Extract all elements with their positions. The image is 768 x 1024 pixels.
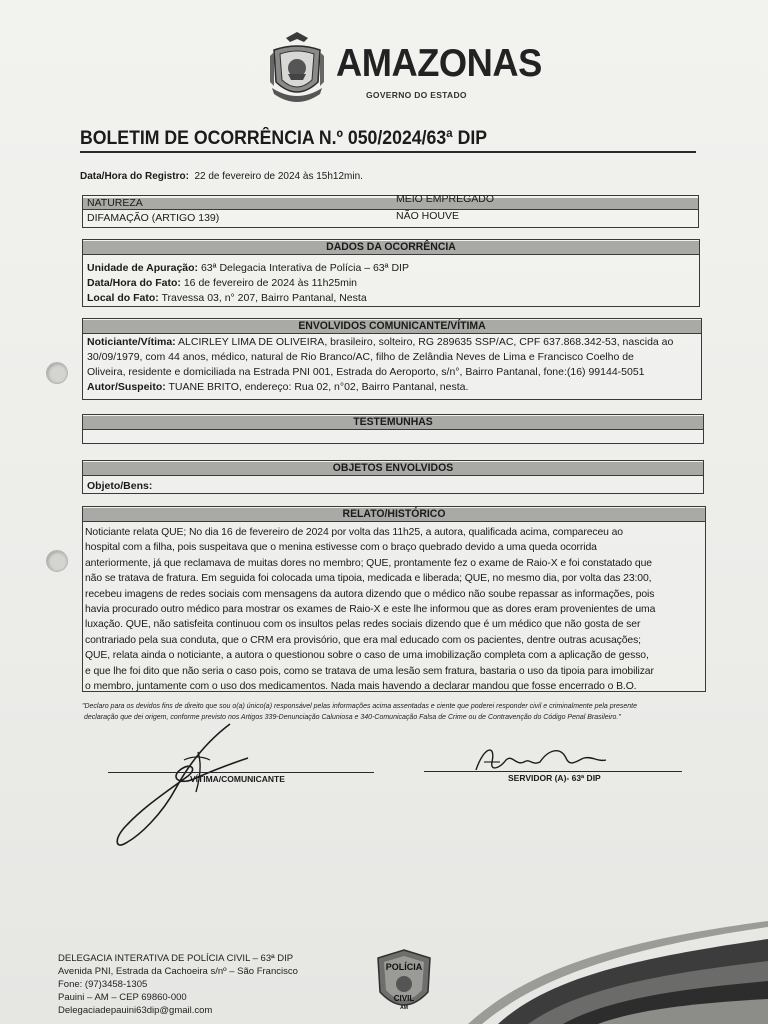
envolvidos-header-bar <box>83 320 701 334</box>
relato-line: o membro, juntamente com o uso dos medicamentos. Nada mais havendo a declarar mandou que fosse encerrado o B.O. <box>85 680 637 692</box>
disclaimer-line-2: declaração que dei origem, conforme previsto nos Artigos 339-Denunciação Caluniosa e 340-Comunicação Falsa de Crime ou de Contravenção do Código Penal Brasileiro." <box>84 714 621 721</box>
footer-waves <box>468 919 768 1024</box>
relato-line: havia procurado outro médico para mostrar os exames de Raio-X e este lhe informou que as dores eram provenientes de uma <box>85 603 656 615</box>
natureza-label: NATUREZA <box>87 197 143 209</box>
servidor-label: SERVIDOR (A)- 63ª DIP <box>508 773 601 783</box>
footer-line-2: Avenida PNI, Estrada da Cachoeira s/nº – São Francisco <box>58 966 298 977</box>
vitima-signature-line <box>108 772 374 773</box>
vitima-signature <box>110 718 270 850</box>
relato-line: e que lhe foi dito que não seria o caso pois, como se tratava de uma lesão sem fratura, bastaria o uso da tipoia para imobilizar <box>85 665 654 677</box>
local-fato-label: Local do Fato: <box>87 292 159 304</box>
footer-address <box>58 952 298 1017</box>
ocorrencia-header-bar <box>83 241 699 255</box>
noticiante-line-2: 30/09/1979, com 44 anos, médico, natural de Rio Branco/AC, filho de Zelândia Neves de Lima e Francisco Coelho de <box>87 351 634 363</box>
relato-line: contrariado pela sua conduta, que o CRM era provisório, que era mal educado com os pacientes, dentre outras acusações; <box>85 634 641 646</box>
objetos-box <box>82 460 704 494</box>
data-fato-label: Data/Hora do Fato: <box>87 277 181 289</box>
relato-line: anteriormente, já que reclamava de muitas dores no membro; QUE, prontamente fez o exame de Raio-X e foi constatado que <box>85 557 652 569</box>
testemunhas-header-bar <box>83 416 703 430</box>
relato-text <box>85 525 699 694</box>
punch-hole <box>46 362 68 384</box>
relato-header-bar <box>83 508 705 522</box>
natureza-header-bar <box>83 198 698 210</box>
local-fato-value: Travessa 03, n° 207, Bairro Pantanal, Nesta <box>161 292 367 304</box>
testemunhas-heading: TESTEMUNHAS <box>353 416 433 428</box>
registro-value: 22 de fevereiro de 2024 às 15h12min. <box>194 171 363 182</box>
punch-hole <box>46 550 68 572</box>
state-crest-icon <box>268 30 326 112</box>
natureza-box <box>82 195 699 228</box>
relato-heading: RELATO/HISTÓRICO <box>342 508 446 520</box>
relato-line: QUE, relata ainda o noticiante, a autora o questionou sobre o caso de uma imobilização completa com a aplicação de gesso, <box>85 650 649 662</box>
local-fato-line <box>87 291 367 305</box>
badge-top-text: POLÍCIA <box>385 962 423 972</box>
meio-empregado-value: NÃO HOUVE <box>396 210 460 222</box>
data-fato-line <box>87 276 357 290</box>
envolvidos-heading: ENVOLVIDOS COMUNICANTE/VÍTIMA <box>298 320 486 332</box>
autor-label: Autor/Suspeito: <box>87 381 166 393</box>
objetos-header-bar <box>83 462 703 476</box>
document-title: BOLETIM DE OCORRÊNCIA N.º 050/2024/63ª DIP <box>80 128 488 149</box>
unidade-value: 63ª Delegacia Interativa de Polícia – 63ª DIP <box>200 262 409 274</box>
noticiante-text-1: ALCIRLEY LIMA DE OLIVEIRA, brasileiro, solteiro, RG 289635 SSP/AC, CPF 637.868.342-53, nascida ao <box>178 336 674 348</box>
natureza-value: DIFAMAÇÃO (ARTIGO 139) <box>87 212 220 224</box>
relato-line: recebeu imagens de redes sociais com mensagens da autora dizendo que o médico não soube repassar as informações, pois <box>85 588 655 600</box>
unidade-label: Unidade de Apuração: <box>87 262 199 274</box>
disclaimer-line-1: "Declaro para os devidos fins de direito que sou o(a) único(a) responsável pelas informações acima assentadas e ciente que poderei responder civil e criminalmente pela presente <box>82 703 638 710</box>
autor-value: TUANE BRITO, endereço: Rua 02, n°02, Bairro Pantanal, nesta. <box>168 381 469 393</box>
registro-label: Data/Hora do Registro: <box>80 171 189 182</box>
data-fato-value: 16 de fevereiro de 2024 às 11h25min <box>183 277 358 289</box>
footer-line-1: DELEGACIA INTERATIVA DE POLÍCIA CIVIL – 63ª DIP <box>58 953 294 964</box>
relato-line: Noticiante relata QUE; No dia 16 de fevereiro de 2024 por volta das 11h25, a autora, qualificada acima, compareceu ao <box>85 527 623 538</box>
ocorrencia-heading: DADOS DA OCORRÊNCIA <box>326 241 456 253</box>
envolvidos-box <box>82 318 702 400</box>
testemunhas-box <box>82 414 704 444</box>
meio-empregado-label: MEIO EMPREGADO <box>396 193 495 205</box>
vitima-label: VÍTIMA/COMUNICANTE <box>190 774 285 784</box>
relato-line: não se tratava de fratura. Em seguida foi colocada uma tipoia, medicada e liberada; QUE, no mesmo dia, por volta das 23:00, <box>85 573 652 585</box>
relato-line: hospital com a filha, pois suspeitava que o menina estivesse com o braço quebrado devido a uma queda ocorrida <box>85 542 597 554</box>
badge-state-text: AM <box>400 1005 408 1011</box>
footer-line-3: Fone: (97)3458-1305 <box>58 979 148 990</box>
noticiante-line-3: Oliveira, residente e domiciliada na Estrada PNI 001, Estrada do Aeroporto, s/n°, Bairro Pantanal, fone:(16) 99144-5051 <box>87 366 645 378</box>
footer-line-5: Delegaciadepauini63dip@gmail.com <box>58 1005 213 1016</box>
ocorrencia-box <box>82 239 700 307</box>
relato-line: luxação. QUE, não satisfeita continuou com os insultos pelas redes sociais dizendo que é um médico que não gosta de ser <box>85 619 641 631</box>
unidade-line <box>87 261 409 275</box>
noticiante-line-1 <box>87 335 673 349</box>
autor-line <box>87 380 468 394</box>
objetos-label: Objeto/Bens: <box>87 480 153 492</box>
brand-subtitle: GOVERNO DO ESTADO <box>366 90 467 100</box>
footer-line-4: Pauini – AM – CEP 69860-000 <box>58 992 187 1003</box>
registro-line <box>80 171 363 182</box>
badge-bottom-text: CIVIL <box>393 994 415 1003</box>
policia-civil-badge-icon <box>372 948 436 1018</box>
title-divider <box>80 151 696 153</box>
brand-title: AMAZONAS <box>336 42 542 85</box>
objetos-heading: OBJETOS ENVOLVIDOS <box>332 462 454 474</box>
noticiante-label: Noticiante/Vítima: <box>87 336 176 348</box>
servidor-signature-line <box>424 771 682 772</box>
